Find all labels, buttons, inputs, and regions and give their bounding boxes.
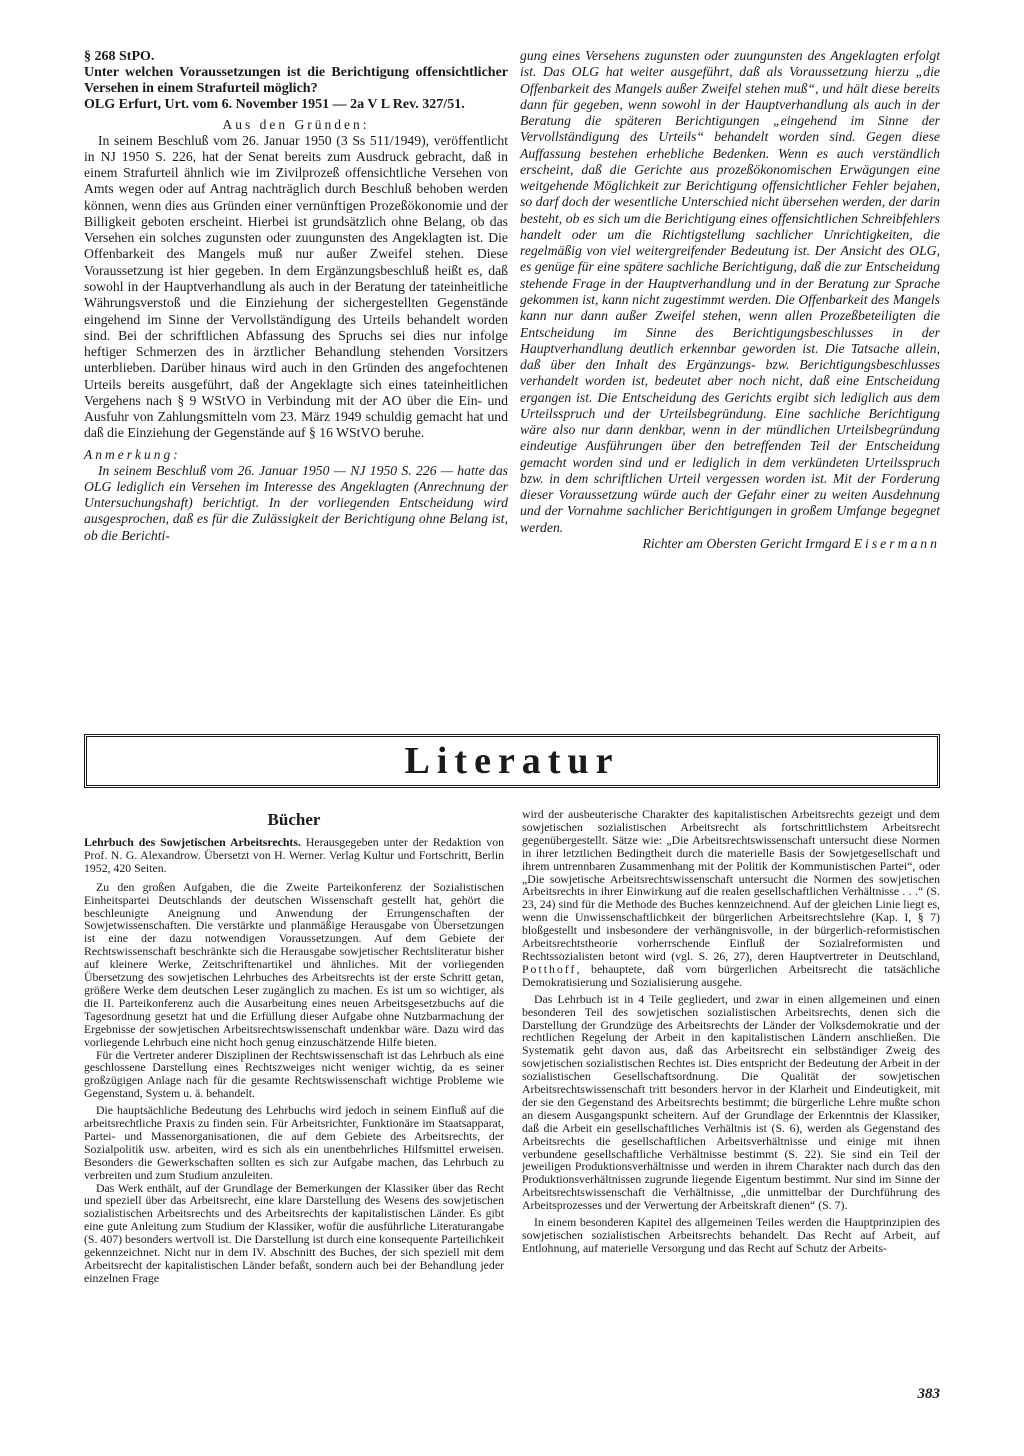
right-column-bottom — [522, 808, 940, 1255]
review-paragraph: Zu den großen Aufgaben, die die Zweite Parteikonferenz der Sozialistischen Einheitspartei Deutschlands der deutschen Wissenschaft gestellt hat, gehört die beschleunigte Aneignung und Anwendung der Errungenschaften der Sowjetwissenschaften. Die verstärkte und planmäßige Herausgabe von Übersetzungen ist eine der dazu notwendigen Voraussetzungen. Auf dem Gebiete der Rechtswissenschaft beschränkte sich die Herausgabe sowjetischer Rechtsliteratur bisher auf kleinere Werke, Zeitschriftenartikel und ähnliches. Mit der vorliegenden Übersetzung des sowjetischen Lehrbuches des Arbeitsrechts ist der erste Schritt getan, größere Werke dem deutschen Leser zugänglich zu machen. Es ist um so wichtiger, als die II. Parteikonferenz auch die Ausarbeitung eines neuen Arbeitsgesetzbuchs auf die Tagesordnung gesetzt hat und die Erfüllung dieser Aufgabe ohne Nutzbarmachung der Ergebnisse der sowjetischen Arbeitsrechtswissenschaft undenkbar wäre. Dazu wird das vorliegende Lehrbuch eine nicht hoch genug einzuschätzende Hilfe bieten. — [84, 879, 504, 1049]
review-paragraph: Das Werk enthält, auf der Grundlage der Bemerkungen der Klassiker über das Recht und speziell über das Arbeitsrecht, eine klare Darstellung des Wesens des sowjetischen sozialistischen Arbeitsrechts und des Arbeitsrechts der kapitalistischen Länder. Es gibt eine gute Anleitung zum Studium der Klassiker, wofür die ausführliche Literaturangabe (S. 407) besonders wertvoll ist. Die Darstellung ist durch eine konsequente Parteilichkeit gekennzeichnet. Nicht nur in dem IV. Abschnitt des Buches, der sich speziell mit dem Arbeitsrecht der kapitalistischen Länder befaßt, sondern auch bei der Behandlung jeder einzelnen Frage — [84, 1180, 504, 1285]
section-heading: § 268 StPO. — [84, 49, 155, 64]
left-column-bottom — [84, 808, 504, 1285]
note-heading: Anmerkung: — [84, 446, 181, 462]
note-text: In seinem Beschluß vom 26. Januar 1950 — NJ 1950 S. 226 — hatte das OLG lediglich ein Versehen im Interesse des Angeklagten (Anrechnung der Untersuchungshaft) berichtigt. In der vorliegenden Entscheidung wird ausgesprochen, daß es für die Zulässigkeit der Berichtigung ohne Belang ist, ob die Berichti- — [84, 462, 508, 543]
note-continuation: gung eines Versehens zugunsten oder zuungunsten des Angeklagten erfolgt ist. Das OLG hat weiter ausgeführt, daß als Voraussetzung hierzu „die Offenbarkeit des Mangels außer Zweifel stehen muß“, und hält diese bereits dann für gegeben, wenn sowohl in der Hauptverhandlung als auch in der Beratung die späteren Berichtigungen „eingehend im Sinne der Vervollständigung des Urteils“ behandelt worden sind. Gegen diese Auffassung bestehen erhebliche Bedenken. Wenn es auch verständlich erscheint, daß die Gerichte aus prozeßökonomischen Erwägungen eine weitgehende Möglichkeit zur Berichtigung offensichtlicher Fehler bejahen, so darf doch der wesentliche Unterschied nicht übersehen werden, der darin besteht, ob es sich um die Berichtigung eines offensichtlichen Schreibfehlers handelt oder um die Richtigstellung sachlicher Unrichtigkeiten, die regelmäßig von viel weitergreifender Bedeutung ist. Der Ansicht des OLG, es genüge für eine spätere sachliche Berichtigung, daß die zur Entscheidung stehende Frage in der Hauptverhandlung und in der Beratung zur Sprache gekommen ist, kann nicht zugestimmt werden. Die Offenbarkeit des Mangels kann nur dann außer Zweifel stehen, wenn allen Prozeßbeteiligten die Entscheidung im Sinne des Berichtigungsbeschlusses in der Hauptverhandlung deutlich erkennbar geworden ist. Die Tatsache allein, daß über den Inhalt des Ergänzungs- bzw. Berichtigungsbeschlusses verhandelt worden ist, bedeutet aber noch nicht, daß eine Entscheidung ergangen ist. Die Entscheidung des Gerichts ergibt sich lediglich aus dem Urteilsspruch und der Urteilsbegründung. Eine sachliche Berichtigung wäre also nur dann denkbar, wenn in der mündlichen Urteilsbegründung eindeutige Ausführungen über den betreffenden Teil der Entscheidung gemacht worden sind und er lediglich in dem verkündeten Urteilsspruch bzw. in dem schriftlichen Urteil vergessen worden ist. Mit der Forderung dieser Voraussetzung würde auch der Gefahr einer zu weiten Ausdehnung und der Vornahme sachlicher Berichtigungen in großem Umfange begegnet werden. — [520, 48, 940, 535]
page-number: 383 — [917, 1386, 940, 1402]
signature-name: Eisermann — [853, 535, 940, 551]
signature-prefix: Richter am Obersten Gericht Irmgard — [642, 535, 851, 551]
review-paragraph: In einem besonderen Kapitel des allgemeinen Teiles werden die Hauptprinzipien des sowjetischen sozialistischen Arbeitsrechts behandelt. Das Recht auf Arbeit, auf Entlohnung, auf materielle Versorgung und das Recht auf Schutz der Arbeits- — [522, 1215, 940, 1255]
author-signature — [520, 536, 940, 552]
literature-title: Literatur — [404, 740, 620, 782]
review-paragraph: Die hauptsächliche Bedeutung des Lehrbuchs wird jedoch in seinem Einfluß auf die arbeitsrechtliche Praxis zu finden sein. Für Arbeitsrichter, Funktionäre im Staatsapparat, Partei- und Massenorganisationen, die auf dem Gebiete des Arbeitsrechts, der Sozialpolitik usw. arbeiten, wird es sich als ein unentbehrliches Hilfsmittel erweisen. Besonders die Gewerkschaften sollten es sich zur Aufgabe machen, das Lehrbuch zu verbreiten und zum Studium anzuleiten. — [84, 1103, 504, 1182]
review-paragraph: Für die Vertreter anderer Disziplinen der Rechtswissenschaft ist das Lehrbuch als eine geschlossene Darstellung eines Rechtszweiges nicht weniger wichtig, da es seiner großzügigen Anlage nach für die gesamte Rechtswissenschaft wichtige Probleme wie Gegenstand, System u. ä. behandelt. — [84, 1047, 504, 1101]
review-paragraph — [522, 808, 940, 989]
reasons-text: In seinem Beschluß vom 26. Januar 1950 (3 Ss 511/1949), veröffentlicht in NJ 1950 S. 226, hat der Senat bereits zum Ausdruck gebracht, daß in einem Strafurteil ähnlich wie im Zivilprozeß offensichtliche Versehen von Amts wegen oder auf Antrag nachträglich durch Beschluß behoben werden können, wenn dies aus Gründen einer vernünftigen Prozeßökonomie und der Billigkeit geboten erscheint. Hierbei ist grundsätzlich ohne Belang, ob das Versehen ein solches zugunsten oder zuungunsten des Angeklagten ist. Die Offenbarkeit des Mangels muß nur außer Zweifel stehen. Diese Voraussetzung ist hier gegeben. In dem Ergänzungsbeschluß heißt es, daß sowohl in der Hauptverhandlung als auch in der Beratung der tateinheitliche Währungsverstoß und die Einziehung der sichergestellten Gegenstände eingehend im Sinne der Vervollständigung des Urteils behandelt worden sind. Bei der schriftlichen Abfassung des Spruchs sei dies nur infolge heftiger Schmerzen des in ärztlicher Behandlung stehenden Vorsitzers unterblieben. Darüber hinaus wird auch in den Gründen des angefochtenen Urteils bereits ausgeführt, daß der Angeklagte sich eines tateinheitlichen Vergehens nach § 9 WStVO in Verbindung mit der AO über die Ein- und Ausfuhr von Zahlungsmitteln vom 23. März 1949 schuldig gemacht hat und daß die Einziehung der Gegenstände auf § 16 WStVO beruhe. — [84, 132, 508, 441]
person-name: Potthoff — [522, 961, 577, 976]
books-heading: Bücher — [267, 810, 321, 829]
court-citation: OLG Erfurt, Urt. vom 6. November 1951 — 2a V L Rev. 327/51. — [84, 97, 465, 113]
book-info: Herausgegeben unter der Redaktion von Prof. N. G. Alexandrow. Übersetzt von H. Werner. Verlag Kultur und Fortschritt, Berlin 1952, 420 Seiten. — [84, 835, 505, 875]
book-title: Lehrbuch des Sowjetischen Arbeitsrechts. — [84, 835, 301, 849]
left-column-top — [84, 48, 508, 544]
review-text-part: wird der ausbeuterische Charakter des kapitalistischen Arbeitsrechts gezeigt und dem sowjetischen sozialistischen Arbeitsrecht als fortschrittlichstem Arbeitsrecht gegenübergestellt. Sätze wie: „Die Arbeitsrechtswissenschaft untersucht diese Normen in ihrer letztlichen Bedingtheit durch die materielle Basis der Sowjetgesellschaft und ihrem untrennbaren Zusammenhang mit der Politik der Kommunistischen Partei“, oder „Die sowjetische Arbeitsrechtswissenschaft untersucht die Normen des sowjetischen Arbeitsrechts in ihrer Einwirkung auf die realen gesellschaftlichen Verhältnisse . . .“ (S. 23, 24) sind für die Methode des Buches kennzeichnend. Auf der gleichen Linie liegt es, wenn die Unwissenschaftlichkeit der bürgerlichen Arbeitsrechtslehre (Kap. I, § 7) bloßgestellt und insbesondere der verhängnisvolle, in der bürgerlich-reformistischen Arbeitsrechtstheorie vorherrschende Einfluß der Sozialreformisten und Rechtssozialisten betont wird (vgl. S. 26, 27), deren Hauptvertreter in Deutschland, — [522, 807, 940, 963]
right-column-top — [520, 48, 940, 552]
legal-question: Unter welchen Voraussetzungen ist die Berichtigung offensichtlicher Versehen in einem Strafurteil möglich? — [84, 65, 508, 97]
review-text-part: , behauptete, daß vom bürgerlichen Arbeitsrecht die tatsächliche Demokratisierung und Sozialisierung ausgehe. — [522, 961, 940, 989]
book-reference — [84, 836, 504, 875]
reasons-heading: Aus den Gründen: — [222, 116, 370, 132]
literature-banner — [84, 734, 940, 788]
review-paragraph: Das Lehrbuch ist in 4 Teile gegliedert, und zwar in einen allgemeinen und einen besonderen Teil des sowjetischen sozialistischen Arbeitsrechts, denen sich die Darstellung der Grundzüge des Arbeitsrechts der Länder der Volksdemokratie und der rechtlichen Regelung der Arbeit in den kapitalistischen Ländern anschließen. Die Systematik geht davon aus, daß das Arbeitsrecht ein selbständiger Zweig des sowjetischen sozialistischen Rechtes ist. Dies entspricht der Bedeutung der Arbeit in der sozialistischen Gesellschaftsordnung. Die Qualität der sowjetischen Arbeitsrechtswissenschaft tritt besonders hervor in der Klarheit und Eindeutigkeit, mit der sie den Gegenstand des Arbeitsrechts bestimmt; die bürgerliche Lehre mußte schon an diesem Ausgangspunkt scheitern. Auf der Grundlage der Erkenntnis der Klassiker, daß die Arbeit ein gesellschaftliches Verhältnis ist (S. 6), werden als Gegenstand des Arbeitsrechts die gesellschaftlichen Arbeitsverhältnisse und einige mit ihnen verbundene gesellschaftliche Verhältnisse bestimmt (S. 22). Sie sind ein Teil der jeweiligen Produktionsverhältnisse und werden in ihrem Charakter nach durch das den Produktionsverhältnissen zugrunde liegende Eigentum bestimmt. Nur sind im Sinne der Arbeitsrechtswissenschaft die Verhältnisse, „die unmittelbar der Durchführung des Arbeitsprozesses und der Verwertung der Arbeitskraft dienen“ (S. 7). — [522, 991, 940, 1213]
